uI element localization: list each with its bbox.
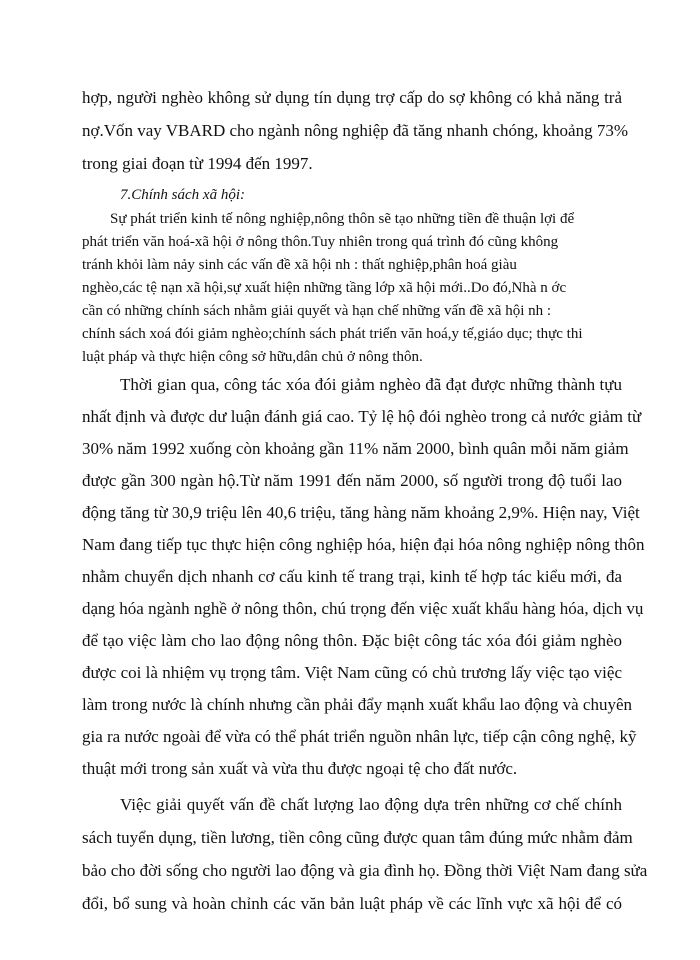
- text-line: Thời gian qua, công tác xóa đói giảm nghèo đã đạt được những thành tựu: [120, 375, 622, 394]
- text-line: tránh khỏi làm nảy sinh các vấn đề xã hội nh : thất nghiệp,phân hoá giàu: [82, 257, 517, 273]
- text-line: Sự phát triển kinh tế nông nghiệp,nông thôn sẽ tạo những tiền đề thuận lợi để: [110, 211, 575, 227]
- text-line: hợp, người nghèo không sử dụng tín dụng trợ cấp do sợ không có khả năng trả: [82, 88, 622, 107]
- text-line: 30% năm 1992 xuống còn khoảng gần 11% năm 2000, bình quân mỗi năm giảm: [82, 439, 629, 458]
- text-line: được gần 300 ngàn hộ.Từ năm 1991 đến năm 2000, số người trong độ tuổi lao: [82, 471, 622, 490]
- text-line: động tăng từ 30,9 triệu lên 40,6 triệu, tăng hàng năm khoảng 2,9%. Hiện nay, Việt: [82, 503, 640, 522]
- text-line: nợ.Vốn vay VBARD cho ngành nông nghiệp đã tăng nhanh chóng, khoảng 73%: [82, 121, 628, 140]
- text-line: bảo cho đời sống cho người lao động và gia đình họ. Đồng thời Việt Nam đang sửa: [82, 861, 648, 880]
- text-line: phát triển văn hoá-xã hội ở nông thôn.Tuy nhiên trong quá trình đó cũng không: [82, 234, 559, 250]
- text-line: nghèo,các tệ nạn xã hội,sự xuất hiện những tầng lớp xã hội mới..Do đó,Nhà n ớc: [82, 280, 567, 296]
- text-line: dạng hóa ngành nghề ở nông thôn, chú trọng đến việc xuất khẩu hàng hóa, dịch vụ: [82, 599, 644, 618]
- text-line: gia ra nước ngoài để vừa có thể phát triển nguồn nhân lực, tiếp cận công nghệ, kỹ: [82, 727, 637, 746]
- text-line: Nam đang tiếp tục thực hiện công nghiệp hóa, hiện đại hóa nông nghiệp nông thôn: [82, 535, 645, 554]
- text-line: sách tuyển dụng, tiền lương, tiền công cũng được quan tâm đúng mức nhằm đảm: [82, 828, 633, 847]
- text-line: nhất định và được dư luận đánh giá cao. Tỷ lệ hộ đói nghèo trong cả nước giảm từ: [82, 407, 642, 426]
- text-line: nhằm chuyển dịch nhanh cơ cấu kinh tế trang trại, kinh tế hợp tác kiểu mới, đa: [82, 567, 622, 586]
- text-line: để tạo việc làm cho lao động nông thôn. Đặc biệt công tác xóa đói giảm nghèo: [82, 631, 622, 650]
- text-line: trong giai đoạn từ 1994 đến 1997.: [82, 154, 313, 173]
- text-line: chính sách xoá đói giảm nghèo;chính sách phát triển văn hoá,y tế,giáo dục; thực thi: [82, 326, 583, 342]
- text-line: luật pháp và thực hiện công sở hữu,dân chủ ở nông thôn.: [82, 349, 423, 365]
- section-heading: 7.Chính sách xã hội:: [120, 187, 245, 203]
- text-line: đổi, bổ sung và hoàn chỉnh các văn bản luật pháp về các lĩnh vực xã hội để có: [82, 894, 622, 913]
- text-line: thuật mới trong sản xuất và vừa thu được ngoại tệ cho đất nước.: [82, 759, 518, 778]
- text-line: Việc giải quyết vấn đề chất lượng lao động dựa trên những cơ chế chính: [120, 795, 622, 814]
- text-line: cần có những chính sách nhằm giải quyết và hạn chế những vấn đề xã hội nh :: [82, 303, 552, 319]
- text-line: làm trong nước là chính nhưng cần phải đẩy mạnh xuất khẩu lao động và chuyên: [82, 695, 633, 714]
- text-line: được coi là nhiệm vụ trọng tâm. Việt Nam cũng có chủ trương lấy việc tạo việc: [82, 663, 622, 682]
